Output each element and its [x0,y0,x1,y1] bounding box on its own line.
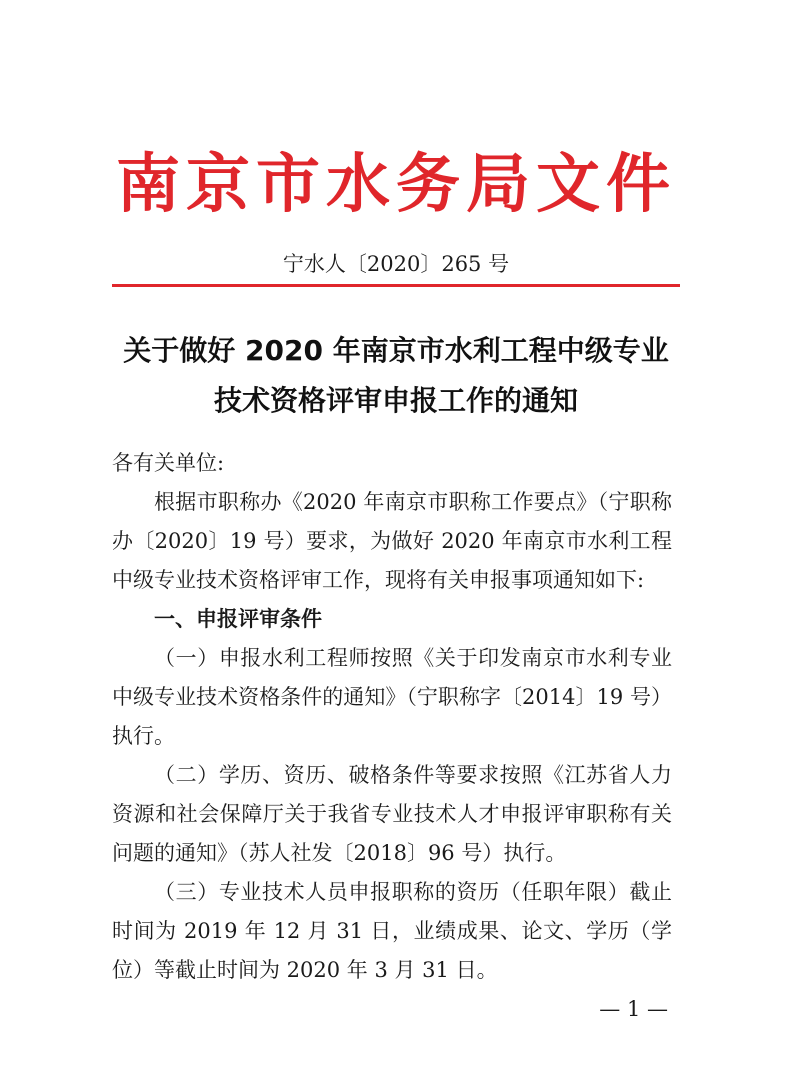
intro-paragraph: 根据市职称办《2020 年南京市职称工作要点》（宁职称办〔2020〕19 号）要求，为做好 2020 年南京市水利工程中级专业技术资格评审工作，现将有关申报事项通知如下: [112,490,672,592]
document-body [112,444,672,990]
item-1-paragraph: （一）申报水利工程师按照《关于印发南京市水利专业中级专业技术资格条件的通知》（宁职称字〔2014〕19 号）执行。 [112,646,672,748]
salutation: 各有关单位: [112,451,225,475]
item-3-paragraph: （三）专业技术人员申报职称的资历（任职年限）截止时间为 2019 年 12 月 31 日，业绩成果、论文、学历（学位）等截止时间为 2020 年 3 月 31 日。 [112,880,672,982]
notice-title-line-2: 技术资格评审申报工作的通知 [213,384,578,417]
document-number: 宁水人〔2020〕265 号 [282,252,510,276]
item-2-paragraph: （二）学历、资历、破格条件等要求按照《江苏省人力资源和社会保障厅关于我省专业技术人才申报评审职称有关问题的通知》（苏人社发〔2018〕96 号）执行。 [112,763,672,865]
notice-title [0,326,792,426]
header-title: 南京市水务局文件 [116,148,676,222]
red-divider-line [112,284,680,287]
section-1-heading: 一、申报评审条件 [154,607,322,631]
notice-title-line-1: 关于做好 2020 年南京市水利工程中级专业 [123,334,669,367]
page-number: — 1 — [599,997,668,1021]
